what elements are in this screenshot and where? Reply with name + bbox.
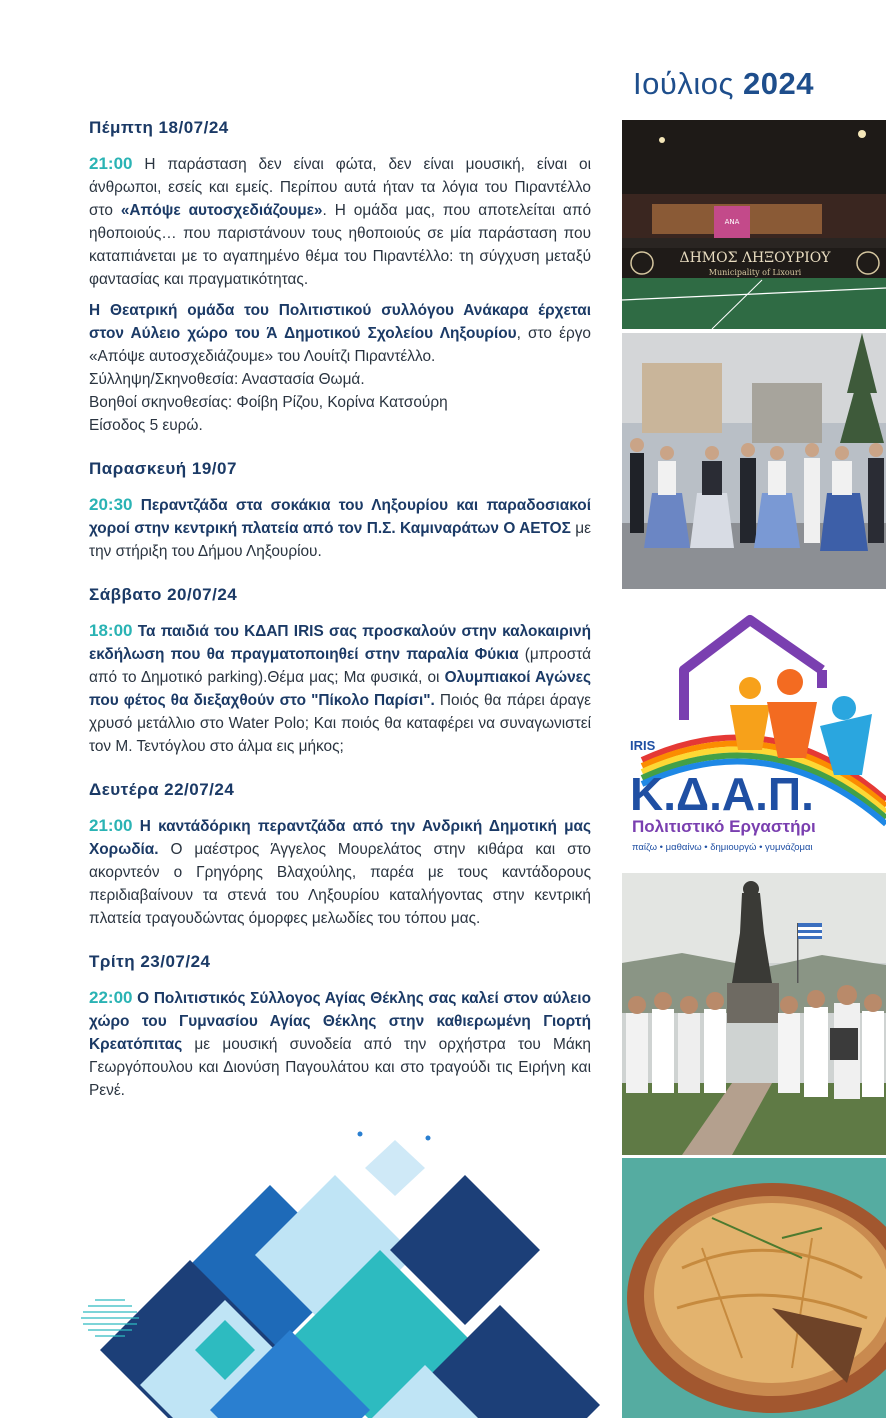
event-text: . Η ομάδα μας, που αποτελείται από ηθοποιούς… που παριστάνουν τους ηθοποιούς σε μία παράσταση που καταπιάνεται με το αγαπημένο θέμα του Πιραντέλλο: τη σύγχυση μεταξύ φαντασίας και πραγματικότητας.: [89, 202, 592, 288]
event-day-heading: Δευτέρα 22/07/24: [89, 780, 235, 799]
event-day-heading: Παρασκευή 19/07: [89, 459, 237, 478]
event-description: [89, 986, 591, 1102]
event-text: , στο έργο «Απόψε αυτοσχεδιάζουμε» του Λουίτζι Πιραντέλλο.: [89, 325, 591, 365]
deco-lines: [81, 1300, 139, 1336]
event-credit: Σύλληψη/Σκηνοθεσία: Αναστασία Θωμά.: [89, 371, 365, 388]
event-description: [89, 152, 591, 291]
event-text: με μουσική συνοδεία από την ορχήστρα του Μάκη Γεωργόπουλου και Διονύση Παγουλάτου και στο τραγούδι τις Ειρήνη και Ρενέ.: [89, 1036, 591, 1099]
event-description: [89, 814, 591, 930]
event-text: με την στήριξη του Δήμου Ληξουρίου.: [89, 520, 591, 560]
event-credit: Βοηθοί σκηνοθεσίας: Φοίβη Ρίζου, Κορίνα Κατσούρη: [89, 394, 448, 411]
event-text: Η παράσταση δεν είναι φώτα, δεν είναι μουσική, είναι οι άνθρωποι, εσείς και εμείς. Περίπου αυτά ήταν τα λόγια του Πιραντέλλο στο: [89, 156, 591, 219]
event-highlight: Περαντζάδα στα σοκάκια του Ληξουρίου και παραδοσιακοί χοροί στην κεντρική πλατεία από τον Π.Σ. Καμιναράτων Ο ΑΕΤΟΣ: [89, 497, 591, 537]
event-text: (μπροστά από το Δημοτικό parking).Θέμα μας; Μα φυσικά, οι: [89, 646, 591, 686]
event-highlight: Ολυμπιακοί Αγώνες που φέτος θα διεξαχθούν στο "Πίκολο Παρίσι".: [89, 669, 591, 709]
event-description: [89, 619, 591, 758]
event-day-heading: Σάββατο 20/07/24: [89, 585, 238, 604]
event-text: Ο μαέστρος Άγγελος Μουρελάτος στην κιθάρα και στο ακορντεόν ο Γρηγόρης Βλαχούλης, παρέα με τους καντάδορους περιδιαβαίνουν τα στενά του Ληξουρίου καταλήγοντας στην κεντρική πλατεία τραγουδώντας όμορφες μελωδίες του τόπου μας.: [89, 841, 591, 927]
logo-subtitle: Πολιτιστικό Εργαστήρι: [632, 817, 816, 836]
event-day-heading: Πέμπτη 18/07/24: [89, 118, 229, 137]
svg-text:ΑΝΑ: ΑΝΑ: [724, 218, 740, 226]
event-text: Ποιός θα πάρει άραγε χρυσό μετάλλιο στο Water Polo; Και ποιός θα καταφέρει να συναγωνιστεί τον Μ. Τεντόγλου στο άλμα εις μήκος;: [89, 692, 591, 755]
event-entry: Είσοδος 5 ευρώ.: [89, 417, 203, 434]
event-description: [89, 299, 591, 368]
logo-title: Κ.Δ.Α.Π.: [630, 768, 814, 820]
event-highlight: Η καντάδόρικη περαντζάδα από την Ανδρική Δημοτική μας Χορωδία.: [89, 818, 591, 858]
event-day-heading: Τρίτη 23/07/24: [89, 952, 211, 971]
photo-traditional-dancers: [622, 333, 886, 589]
event-time: 20:30: [89, 495, 133, 514]
event-highlight: Ο Πολιτιστικός Σύλλογος Αγίας Θέκλης σας καλεί στον αύλειο χώρο του Γυμνασίου Αγίας Θέκλης στην καθιερωμένη Γιορτή Κρεατόπιτας: [89, 990, 591, 1053]
photo-column: [622, 0, 886, 1418]
event-description: [89, 493, 591, 563]
kdap-iris-logo: [622, 610, 886, 860]
event-highlight: Η Θεατρική ομάδα του Πολιτιστικού συλλόγου Ανάκαρα έρχεται στον Αύλειο χώρο του Ά Δημοτικού Σχολείου Ληξουρίου: [89, 302, 591, 342]
stage-sign-main: ΔΗΜΟΣ ΛΗΞΟΥΡΙΟΥ: [679, 250, 831, 266]
event-time: 18:00: [89, 621, 133, 640]
geometric-decoration: [80, 1120, 620, 1418]
month-year: 2024: [743, 66, 814, 101]
event-time: 21:00: [89, 154, 133, 173]
logo-brand: IRIS: [630, 738, 656, 753]
photo-meat-pie: [622, 1158, 886, 1418]
photo-male-choir: [622, 873, 886, 1155]
event-list: [89, 118, 591, 1102]
event-title: «Απόψε αυτοσχεδιάζουμε»: [120, 202, 323, 219]
event-time: 21:00: [89, 816, 133, 835]
deco-diamond: [365, 1140, 425, 1196]
event-highlight: Τα παιδιά του ΚΔΑΠ IRIS σας προσκαλούν στην καλοκαιρινή εκδήλωση που θα πραγματοποιηθεί στην παραλία Φύκια: [89, 623, 591, 663]
month-name: Ιούλιος: [633, 66, 734, 101]
stage-sign-sub: Municipality of Lixouri: [708, 268, 802, 277]
event-time: 22:00: [89, 988, 133, 1007]
logo-tagline: παίζω • μαθαίνω • δημιουργώ • γυμνάζομαι: [632, 842, 813, 853]
photo-theater-stage: [622, 120, 886, 329]
